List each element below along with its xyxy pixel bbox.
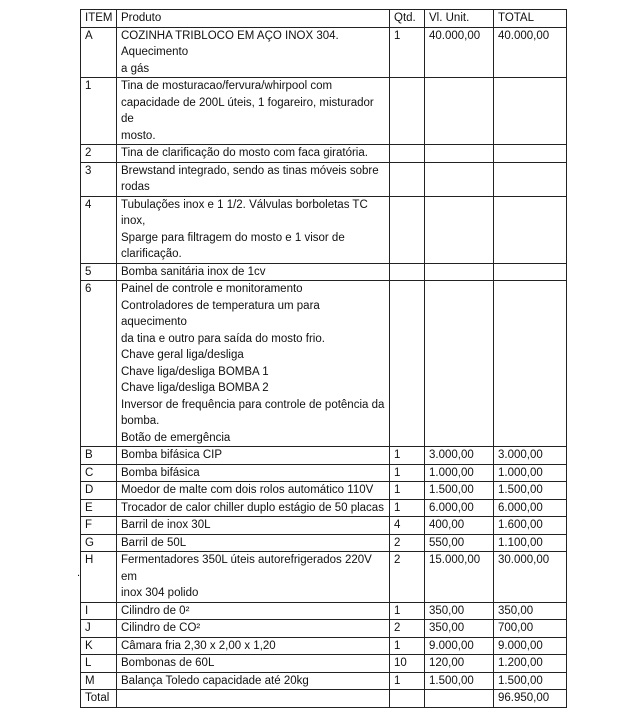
cell-product: Tina de mosturacao/fervura/whirpool com capacidade de 200L úteis, 1 fogareiro, misturador de mosto. (117, 78, 390, 145)
cell-qty: 1 (390, 602, 425, 620)
cell-qty: 1 (390, 499, 425, 517)
table-row (81, 517, 567, 535)
table-row (81, 620, 567, 638)
cell-product: Painel de controle e monitoramento Controladores de temperatura um para aquecimento da tina e outro para saída do mosto frio. Chave geral liga/desliga Chave liga/desliga BOMBA 1 Chave liga/desliga BOMBA 2 Inversor de frequência para controle de potência da bomba. Botão de emergência (117, 281, 390, 447)
table-row (81, 447, 567, 465)
table-row (81, 482, 567, 500)
cell-unit-price: 120,00 (425, 655, 494, 673)
cell-item: 5 (81, 263, 117, 281)
table-row (81, 162, 567, 196)
cell-unit-price (425, 196, 494, 263)
cell-item: L (81, 655, 117, 673)
header-item: ITEM (81, 10, 117, 28)
cell-total: 1.500,00 (494, 672, 567, 690)
cell-unit-price: 3.000,00 (425, 447, 494, 465)
cell-unit-price: 400,00 (425, 517, 494, 535)
cell-total: 1.200,00 (494, 655, 567, 673)
cell-item: M (81, 672, 117, 690)
table-row (81, 78, 567, 145)
table-row (81, 655, 567, 673)
trailing-period: . (77, 567, 81, 579)
cell-unit-price (425, 281, 494, 447)
cell-product: COZINHA TRIBLOCO EM AÇO INOX 304. Aquecimento a gás (117, 27, 390, 78)
cell-product: Balança Toledo capacidade até 20kg (117, 672, 390, 690)
cell-product: Cilindro de 0² (117, 602, 390, 620)
table-row (81, 637, 567, 655)
cell-product: Cilindro de CO² (117, 620, 390, 638)
cell-item: I (81, 602, 117, 620)
cell-total (494, 145, 567, 163)
cell-item: K (81, 637, 117, 655)
cell-qty: 10 (390, 655, 425, 673)
cell-product: Trocador de calor chiller duplo estágio de 50 placas (117, 499, 390, 517)
cell-total: 6.000,00 (494, 499, 567, 517)
cell-item: 1 (81, 78, 117, 145)
total-label: Total (81, 690, 117, 708)
total-empty-cell (390, 690, 425, 708)
cell-total (494, 78, 567, 145)
cell-item: B (81, 447, 117, 465)
cell-qty: 2 (390, 552, 425, 603)
cell-qty (390, 145, 425, 163)
cell-product: Fermentadores 350L úteis autorefrigerados 220V em inox 304 polido (117, 552, 390, 603)
cell-unit-price: 550,00 (425, 534, 494, 552)
cell-product: Barril de inox 30L (117, 517, 390, 535)
cell-unit-price: 6.000,00 (425, 499, 494, 517)
cell-qty: 1 (390, 464, 425, 482)
cell-item: C (81, 464, 117, 482)
cell-item: D (81, 482, 117, 500)
table-row (81, 263, 567, 281)
cell-unit-price: 40.000,00 (425, 27, 494, 78)
cell-total: 9.000,00 (494, 637, 567, 655)
cell-unit-price (425, 145, 494, 163)
table-row (81, 602, 567, 620)
cell-total: 700,00 (494, 620, 567, 638)
cell-qty (390, 196, 425, 263)
cell-unit-price (425, 78, 494, 145)
table-row (81, 145, 567, 163)
header-unit-price: Vl. Unit. (425, 10, 494, 28)
cell-item: 6 (81, 281, 117, 447)
cell-product: Tubulações inox e 1 1/2. Válvulas borboletas TC inox, Sparge para filtragem do mosto e 1 visor de clarificação. (117, 196, 390, 263)
cell-unit-price: 350,00 (425, 620, 494, 638)
cell-qty: 1 (390, 27, 425, 78)
total-value: 96.950,00 (494, 690, 567, 708)
table-row (81, 534, 567, 552)
cell-total (494, 162, 567, 196)
cell-product: Câmara fria 2,30 x 2,00 x 1,20 (117, 637, 390, 655)
table-row (81, 281, 567, 447)
cell-product: Brewstand integrado, sendo as tinas móveis sobre rodas (117, 162, 390, 196)
cell-total (494, 281, 567, 447)
cell-unit-price: 1.000,00 (425, 464, 494, 482)
cell-total: 1.000,00 (494, 464, 567, 482)
header-qty: Qtd. (390, 10, 425, 28)
total-empty-cell (425, 690, 494, 708)
cell-qty: 4 (390, 517, 425, 535)
cell-total: 1.500,00 (494, 482, 567, 500)
cell-product: Bomba bifásica CIP (117, 447, 390, 465)
cell-qty (390, 281, 425, 447)
cell-unit-price: 1.500,00 (425, 482, 494, 500)
cell-item: H (81, 552, 117, 603)
cell-product: Tina de clarificação do mosto com faca giratória. (117, 145, 390, 163)
total-row (81, 690, 567, 708)
cell-item: 3 (81, 162, 117, 196)
header-total: TOTAL (494, 10, 567, 28)
cell-product: Barril de 50L (117, 534, 390, 552)
cell-unit-price: 1.500,00 (425, 672, 494, 690)
cell-total (494, 196, 567, 263)
cell-qty: 1 (390, 672, 425, 690)
cell-item: E (81, 499, 117, 517)
cell-total (494, 263, 567, 281)
cell-qty (390, 162, 425, 196)
table-row (81, 499, 567, 517)
cell-item: G (81, 534, 117, 552)
cell-product: Bomba sanitária inox de 1cv (117, 263, 390, 281)
cell-total: 30.000,00 (494, 552, 567, 603)
table-row (81, 27, 567, 78)
cell-unit-price (425, 162, 494, 196)
header-product: Produto (117, 10, 390, 28)
cell-qty: 2 (390, 534, 425, 552)
cell-total: 40.000,00 (494, 27, 567, 78)
cell-total: 3.000,00 (494, 447, 567, 465)
price-table (80, 9, 567, 708)
cell-product: Moedor de malte com dois rolos automático 110V (117, 482, 390, 500)
quotation-sheet (80, 9, 567, 708)
cell-item: 4 (81, 196, 117, 263)
cell-item: F (81, 517, 117, 535)
cell-total: 1.600,00 (494, 517, 567, 535)
table-header-row (81, 10, 567, 28)
cell-qty: 2 (390, 620, 425, 638)
cell-qty: 1 (390, 447, 425, 465)
cell-total: 1.100,00 (494, 534, 567, 552)
cell-product: Bomba bifásica (117, 464, 390, 482)
cell-item: J (81, 620, 117, 638)
cell-item: A (81, 27, 117, 78)
cell-total: 350,00 (494, 602, 567, 620)
cell-product: Bombonas de 60L (117, 655, 390, 673)
cell-unit-price: 15.000,00 (425, 552, 494, 603)
cell-unit-price (425, 263, 494, 281)
cell-qty: 1 (390, 637, 425, 655)
cell-qty (390, 263, 425, 281)
table-row (81, 196, 567, 263)
cell-qty (390, 78, 425, 145)
table-row (81, 464, 567, 482)
cell-item: 2 (81, 145, 117, 163)
cell-qty: 1 (390, 482, 425, 500)
cell-unit-price: 350,00 (425, 602, 494, 620)
total-empty-cell (117, 690, 390, 708)
cell-unit-price: 9.000,00 (425, 637, 494, 655)
table-row (81, 672, 567, 690)
table-row (81, 552, 567, 603)
